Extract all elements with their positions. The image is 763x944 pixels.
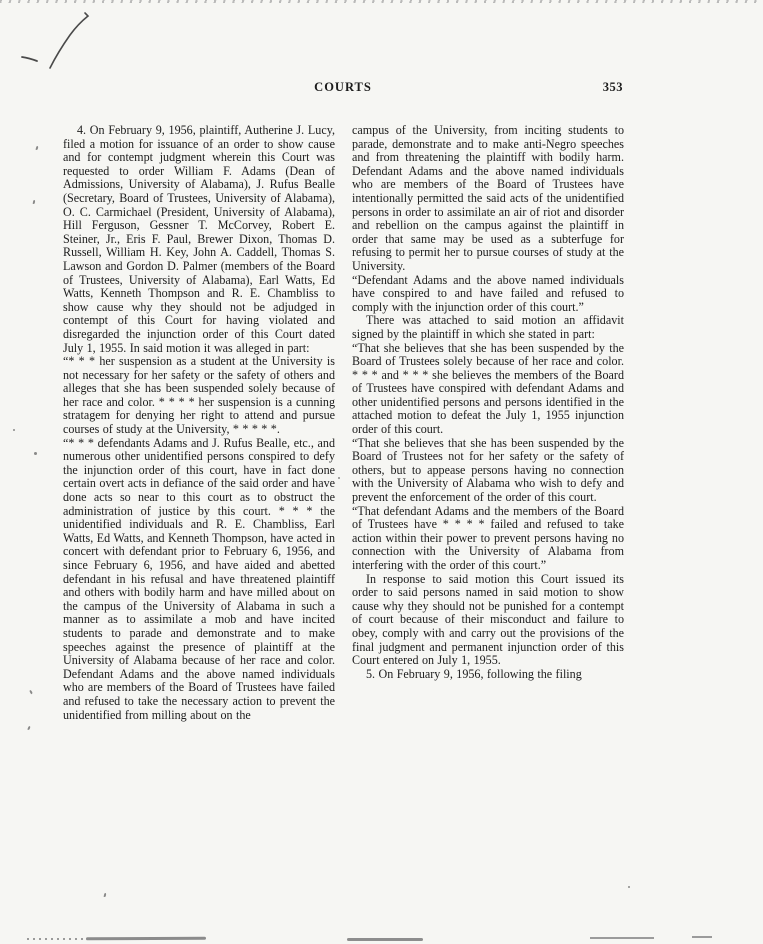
scan-speck bbox=[628, 886, 630, 888]
paragraph-right-response: In response to said motion this Court issued its order to said persons named in said motion to show cause why they should not be punished for a contempt of court because of their misconduct and failure to obey, comply with and carry out the provisions of the final judgment and permanent injunction order of this Court entered on July 1, 1955. bbox=[352, 571, 624, 668]
scan-edge-artifact-bottom bbox=[590, 937, 654, 939]
scan-speck bbox=[36, 146, 39, 150]
right-column bbox=[352, 124, 624, 722]
paragraph-left-quote-1: “* * * her suspension as a student at the University is not necessary for her safety or the safety of others and alleges that she has been suspended solely because of her race and color. * * * * her suspension is a cunning stratagem for denying her right to attend and pursue courses of study at the University, * * * * *. bbox=[63, 354, 335, 437]
scan-speck bbox=[34, 452, 37, 455]
scan-edge-artifact-bottom bbox=[347, 938, 423, 941]
scan-speck bbox=[104, 893, 107, 897]
scan-speck bbox=[33, 200, 36, 204]
scan-edge-artifact-bottom bbox=[86, 937, 206, 941]
paragraph-right-quote-2: “That she believes that she has been suspended by the Board of Trustees solely because of her race and color. * * * and * * * she believes the members of the Board of Trustees have conspired with defendant Adams and other unidentified persons and persons identified in the attached motion to defeat the July 1, 1955 injunction order of this court. bbox=[352, 340, 624, 437]
paragraph-right-quote-continuation: campus of the University, from inciting students to parade, demonstrate and to make anti-Negro speeches and from threatening the plaintiff with bodily harm. Defendant Adams and the above named individuals who are members of the Board of Trustees have intentionally permitted the said acts of the unidentified persons in order to assimilate an air of riot and disorder and rebellion on the campus against the plaintiff in order that same may be used as a subterfuge for refusing to permit her to pursue courses of study at the University. bbox=[352, 123, 625, 273]
paragraph-right-item-5: 5. On February 9, 1956, following the filing bbox=[366, 666, 582, 681]
scan-speck bbox=[338, 477, 340, 479]
paragraph-right-quote-3: “That she believes that she has been suspended by the Board of Trustees not for her safety or the safety of others, but to appease persons having no connection with the University of Alabama who wish to defy and prevent the enforcement of the order of this court. bbox=[352, 435, 624, 505]
paragraph-right-quote-1: “Defendant Adams and the above named individuals have conspired to and have failed and refused to comply with the injunction order of this court.” bbox=[352, 272, 624, 314]
scan-speck bbox=[13, 429, 15, 431]
scan-edge-artifact-bottom bbox=[27, 938, 85, 940]
paragraph-left-1: 4. On February 9, 1956, plaintiff, Autherine J. Lucy, filed a motion for issuance of an order to show cause and for contempt judgment wherein this Court was requested to order William F. Adams (Dean of Admissions, University of Alabama), J. Rufus Bealle (Secretary, Board of Trustees, University of Alabama), O. C. Carmichael (President, University of Alabama), Hill Ferguson, Gessner T. McCorvey, Robert E. Steiner, Jr., Eris F. Paul, Brewer Dixon, Thomas D. Russell, William H. Key, John A. Caddell, Thomas S. Lawson and Gordon D. Palmer (members of the Board of Trustees, University of Alabama), Earl Watts, Ed Watts, Kenneth Thompson and R. E. Chambliss to show cause why they should not be adjudged in contempt of this Court for having violated and disregarded the injunction order of this Court dated July 1, 1955. In said motion it was alleged in part: bbox=[63, 123, 335, 355]
left-column bbox=[63, 124, 335, 722]
paragraph-left-quote-2: “* * * defendants Adams and J. Rufus Bealle, etc., and numerous other unidentified persons conspired to defy the injunction order of this court, have in fact done certain overt acts in defiance of the said order and have done acts so near to this court as to obstruct the administration of justice by this court. * * * the unidentified individuals and R. E. Chambliss, Earl Watts, Ed Watts, and Kenneth Thompson, have acted in concert with defendant prior to February 6, 1956, and since February 6, 1956, and have aided and abetted defendant in his refusal and have threatened plaintiff and others with bodily harm and have milled about on the campus of the University of Alabama in such a manner as to assimilate a mob and have incited students to parade and demonstrate and to make speeches against the presence of plaintiff at the University of Alabama because of her race and color. Defendant Adams and the above named individuals who are members of the Board of Trustees have failed and refused to take the necessary action to prevent the unidentified from milling about on the bbox=[63, 435, 335, 722]
scan-speck bbox=[27, 726, 30, 730]
paragraph-right-affidavit-intro: There was attached to said motion an affidavit signed by the plaintiff in which she stated in part: bbox=[352, 313, 624, 341]
text-columns bbox=[63, 124, 624, 722]
scan-speck bbox=[29, 690, 33, 694]
paragraph-right-quote-4: “That defendant Adams and the members of the Board of Trustees have * * * * failed and refused to take action within their power to prevent persons having no connection with the University of Alabama from interfering with the order of this court.” bbox=[352, 503, 624, 572]
page-number: 353 bbox=[602, 80, 623, 94]
running-header bbox=[63, 80, 623, 96]
handwritten-checkmark-icon bbox=[0, 0, 120, 90]
scan-edge-artifact-bottom bbox=[692, 936, 712, 938]
running-header-title: COURTS bbox=[314, 80, 372, 94]
